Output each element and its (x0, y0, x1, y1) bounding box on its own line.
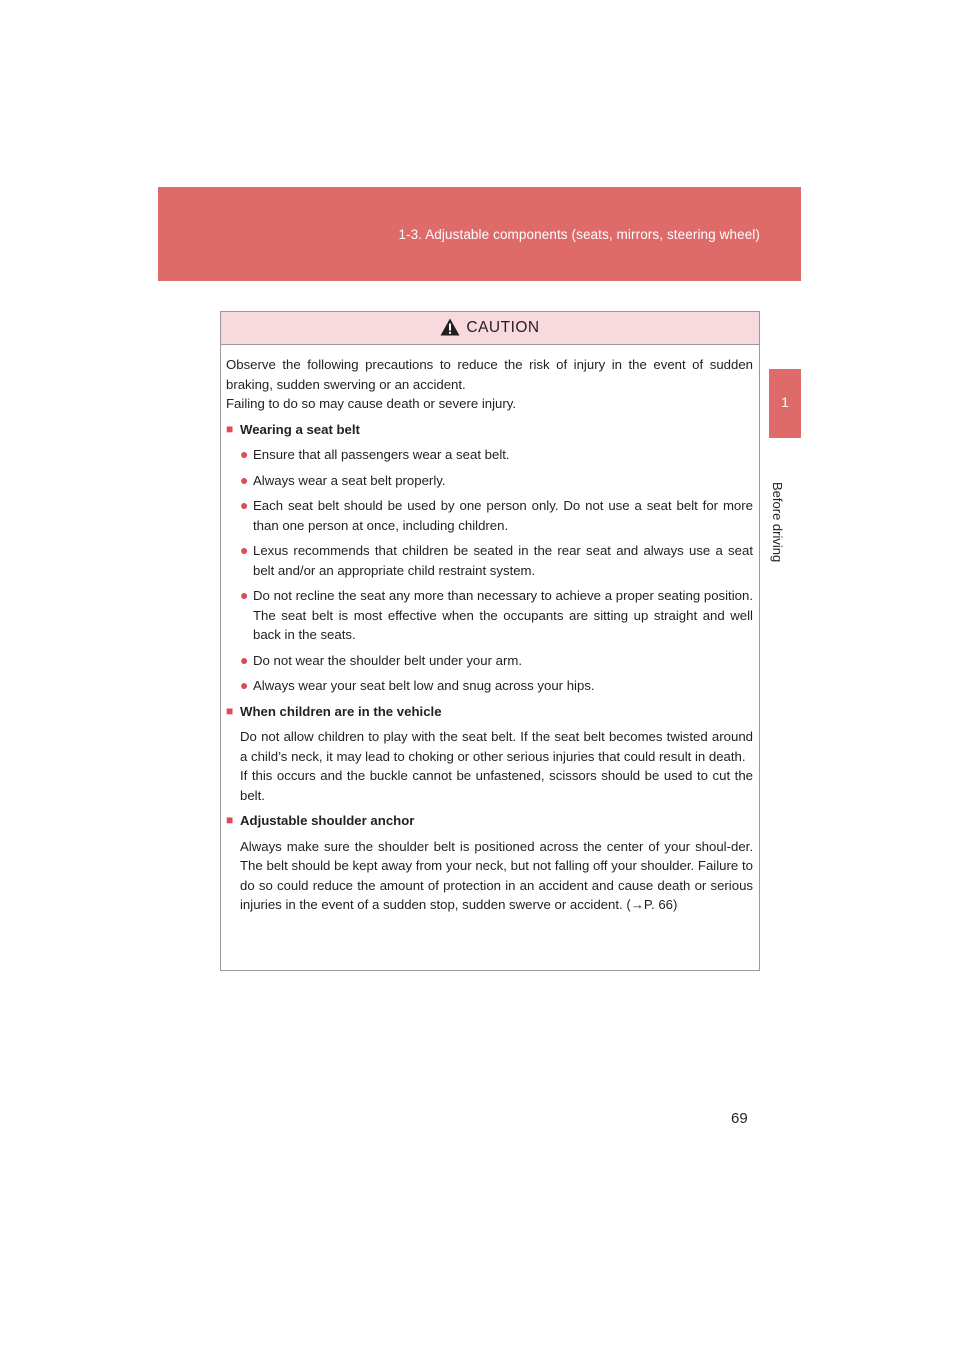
paragraph: Always make sure the shoulder belt is positioned across the center of your shoul-der. The belt should be kept away from your neck, but not falling off your shoulder. Failure to do so could reduce the amount of protection in an accident and cause death or serious injuries in the event of a sudden stop, sudden swerve or accident. (→P. 66) (240, 838, 753, 912)
dot-bullet-icon: ● (240, 542, 249, 558)
dot-bullet-icon: ● (240, 471, 249, 488)
dot-bullet-icon: ● (240, 651, 249, 668)
square-bullet-icon: ■ (226, 421, 234, 436)
intro-text: Observe the following precautions to reduce the risk of injury in the event of sudden braking, sudden swerving or an accident. (226, 357, 753, 392)
square-bullet-icon: ■ (226, 703, 234, 718)
chapter-label: Before driving (770, 482, 785, 563)
chapter-tab (769, 369, 801, 438)
list-item: ● Always wear a seat belt properly. (226, 471, 753, 491)
list-item: ● Each seat belt should be used by one person only. Do not use a seat belt for more than one person at once, including children. (226, 496, 753, 535)
paragraph: Do not allow children to play with the seat belt. If the seat belt becomes twisted around a child’s neck, it may lead to choking or other serious injuries that could result in death. (240, 729, 753, 764)
caution-box (220, 311, 760, 971)
chapter-number: 1 (781, 394, 789, 410)
intro-warning: Failing to do so may cause death or severe injury. (226, 396, 517, 411)
dot-bullet-icon: ● (240, 446, 249, 462)
dot-bullet-icon: ● (240, 677, 249, 693)
section-heading (226, 420, 753, 440)
caution-title: CAUTION (466, 319, 540, 336)
warning-icon (440, 318, 460, 336)
caution-body (221, 345, 759, 915)
dot-bullet-icon: ● (240, 497, 249, 513)
list-item: ● Do not recline the seat any more than necessary to achieve a proper seating position. The seat belt is most effective when the occupants are sitting up straight and well back in the seats. (226, 586, 753, 645)
list-item: ● Ensure that all passengers wear a seat belt. (226, 445, 753, 465)
square-bullet-icon: ■ (226, 813, 234, 827)
section-title: When children are in the vehicle (240, 703, 442, 719)
section-title: Wearing a seat belt (240, 421, 360, 437)
paragraph: If this occurs and the buckle cannot be unfastened, scissors should be used to cut the belt. (240, 768, 753, 803)
section-heading (226, 702, 753, 722)
dot-bullet-icon: ● (240, 587, 249, 603)
section-header-band (158, 187, 801, 281)
section-title: 1-3. Adjustable components (seats, mirrors, steering wheel) (398, 227, 760, 242)
list-item: ● Always wear your seat belt low and snug across your hips. (226, 676, 753, 696)
page-number: 69 (731, 1110, 748, 1127)
caution-header (221, 312, 759, 345)
section-title: Adjustable shoulder anchor (240, 813, 415, 828)
section-heading (226, 811, 753, 831)
list-item: ● Do not wear the shoulder belt under your arm. (226, 651, 753, 671)
list-item: ● Lexus recommends that children be seated in the rear seat and always use a seat belt and/or an appropriate child restraint system. (226, 541, 753, 580)
